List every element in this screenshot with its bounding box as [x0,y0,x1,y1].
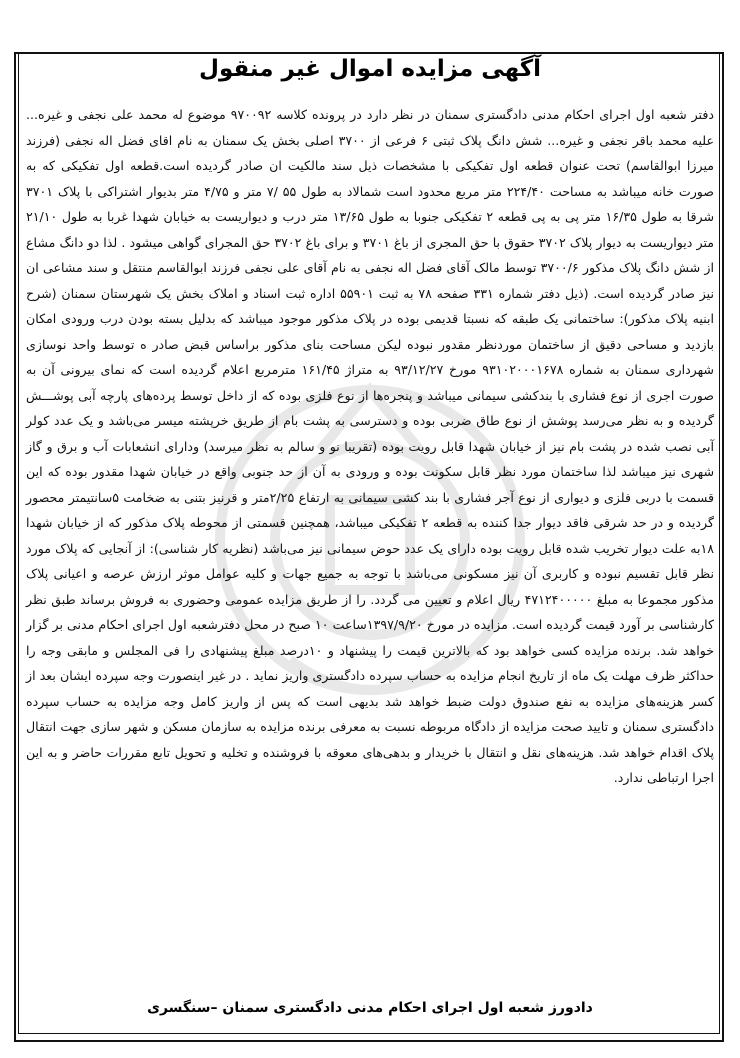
notice-title: آگهی مزایده اموال غیر منقول [198,56,542,82]
notice-signature: دادورز شعبه اول اجرای احکام مدنی دادگستری سمنان –سنگسری [147,1000,593,1016]
notice-body: دفتر شعبه اول اجرای احکام مدنی دادگستری سمنان در نظر دارد در پرونده کلاسه ۹۷۰۰۹۲ موضوع له محمد علی نجفی و غیره... علیه محمد باقر نجفی و غیره... شش دانگ پلاک ثبتی ۶ فرعی از ۳۷۰۰ اصلی بخش یک سمنان به نام اقای فضل اله نجفی (فرزند میرزا ابوالقاسم) تحت عنوان قطعه اول تفکیکی با مشخصات ذیل سند مالکیت ان صادر گردیده است.قطعه اول تفکیکی که به صورت خانه میباشد به مساحت ۲۲۴/۴۰ متر مربع محدود است شمالاد به طول ۵۵ /۷ متر و ۴/۷۵ متر بدیوار اشتراکی با پلاک ۳۷۰۱ شرقا به طول ۱۶/۳۵ متر پی به پی قطعه ۲ تفکیکی جنوبا به طول ۱۳/۶۵ متر درب و دیواریست به خیابان شهدا غربا به طول ۲۱/۱۰ متر دیواریست به دیوار پلاک ۳۷۰۲ حقوق با حق المجری از باغ ۳۷۰۱ و برای باغ ۳۷۰۲ حق المجرای گواهی میشود . لذا دو دانگ مشاع از شش دانگ پلاک مذکور ۳۷۰۰/۶ توسط مالک آقای فضل اله نجفی به نام آقای علی نجفی فرزند ابوالقاسم منتقل و سند مشاعی ان نیز صادر گردیده است. (ذیل دفتر شماره ۳۳۱ صفحه ۷۸ به ثبت ۵۵۹۰۱ اداره ثبت اسناد و املاک بخش یک شهرستان سمنان (شرح ابنیه پلاک مذکور): ساختمانی یک طبقه که نسبتا قدیمی بوده در پلاک مذکور موجود میباشد که بدلیل بسته بودن درب ورودی امکان بازدید و مساحی دقیق از ساختمان موردنظر مقدور نبوده لیکن مساحت بنای مذکور براساس قبض صادر ه توسط واحد نوسازی شهرداری سمنان به شماره ۹۳۱۰۲۰۰۰۱۶۷۸ مورخ ۹۳/۱۲/۲۷ به متراژ ۱۶۱/۴۵ مترمربع اعلام گردیده است که نمای بیرونی آن به صورت اجری از نوع فشاری با بندکشی سیمانی میباشد و پنجره‌ها از نوع فلزی بوده که از داخل توسط پرده‌های پارچه آبی پوشـــش گردیده و به نظر می‌رسد پوشش از نوع طاق ضربی بوده و دسترسی به پشت بام از طریق خرپشته میسر می‌باشد و یک عدد کولر آبی نصب شده در پشت بام نیز از خیابان شهدا قابل رویت بوده (تقریبا نو و سالم به نظر میرسد) ودارای انشعابات آب و برق و گاز شهری نیز میباشد لذا ساختمان مورد نظر قابل سکونت بوده و ورودی به آن از حد جنوبی واقع در خیابان شهدا مقدور بوده که این قسمت با دربی فلزی و دیواری از نوع آجر فشاری با بند کشی سیمانی به ارتفاع ۲/۲۵متر و قرنیز بتنی به ضخامت ۵سانتیمتر محصور گردیده و در حد شرقی فاقد دیوار جدا کننده به قطعه ۲ تفکیکی میباشد، همچنین قسمتی از محوطه پلاک مذکور که از خیابان شهدا ۱۸به علت دیوار تخریب شده قابل رویت بوده دارای یک عدد حوض سیمانی نیز می‌باشد (نظریه کار شناسی): از آنجایی که پلاک مورد نظر قابل تقسیم نبوده و کاربری آن نیز مسکونی می‌باشد با توجه به جمیع جهات و کلیه عوامل موثر ارزش عرصه و اعیانی پلاک مذکور مجموعا به مبلغ ۴۷۱۲۴۰۰۰۰۰ ریال اعلام و تعیین می گردد. را از طریق مزایده عمومی وحضوری به فروش برساند طبق نظر کارشناسی بر آورد قیمت گردیده است. مزایده در مورخ ۱۳۹۷/۹/۲۰ساعت ۱۰ صبح در محل دفترشعبه اول اجرای احکام مدنی بر گزار خواهد شد. برنده مزایده کسی خواهد بود که بالاترین قیمت را پیشنهاد و ۱۰درصد مبلغ پیشنهادی را فی المجلس و مابقی وجه را حداکثر ظرف مهلت یک ماه از تاریخ انجام مزایده به حساب سپرده دادگستری واریز نماید . در غیر اینصورت وجه سپرده ایشان بعد از کسر هزینه‌های مزایده به نفع صندوق دولت ضبط خواهد شد بدیهی است که پس از واریز کامل وجه مزایده به حساب سپرده دادگستری سمنان و تایید صحت مزایده از دادگاه مربوطه نسبت به معرفی برنده مزایده به سازمان مسکن و شهر سازی جهت انتقال پلاک اقدام خواهد شد. هزینه‌های نقل و انتقال با خریدار و بدهی‌های معوقه با فروشنده و تخلیه و تحویل تابع مقررات حاضر و به این اجرا ارتباطی ندارد. [26,107,715,785]
